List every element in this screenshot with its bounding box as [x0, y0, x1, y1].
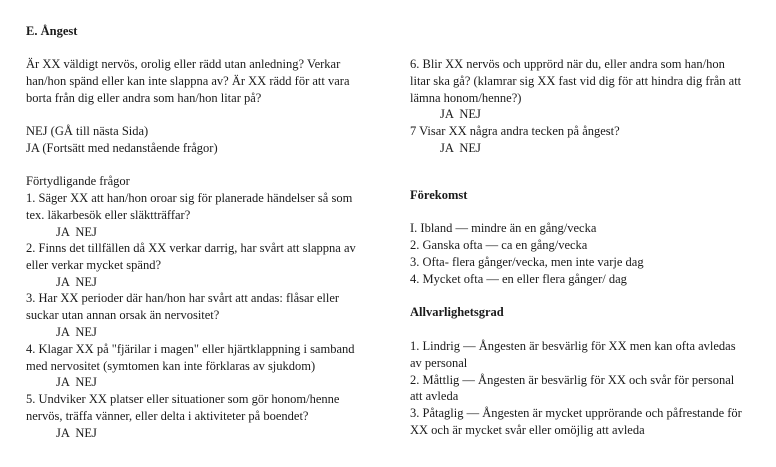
severity-item-2-line: att avleda: [410, 389, 459, 403]
section-title: E. Ångest: [26, 24, 78, 38]
question-4-line: med nervositet (symtomen kan inte förklaras av sjukdom): [26, 359, 316, 373]
frequency-item-1: I. Ibland — mindre än en gång/vecka: [410, 221, 597, 235]
question-4-line: 4. Klagar XX på "fjärilar i magen" eller hjärtklappning i samband: [26, 342, 355, 356]
severity-heading: Allvarlighetsgrad: [410, 305, 504, 319]
question-5-line: 5. Undviker XX platser eller situationer som gör honom/henne: [26, 392, 340, 406]
question-7-line: 7 Visar XX några andra tecken på ångest?: [410, 124, 620, 138]
question-4-answers[interactable]: JA NEJ: [56, 375, 97, 389]
question-1-line: tex. läkarbesök eller släktträffar?: [26, 208, 191, 222]
question-6-line: lämna honom/henne?): [410, 91, 522, 105]
clarifying-heading: Förtydligande frågor: [26, 174, 130, 188]
question-1-answers[interactable]: JA NEJ: [56, 225, 97, 239]
question-6-answers[interactable]: JA NEJ: [440, 107, 481, 121]
severity-item-2-line: 2. Måttlig — Ångesten är besvärlig för XX och svår för personal: [410, 373, 735, 387]
question-5-line: nervös, träffa vänner, eller delta i aktiviteter på boendet?: [26, 409, 309, 423]
severity-item-3-line: XX och är mycket svår eller omöjlig att avleda: [410, 423, 645, 437]
question-6-line: 6. Blir XX nervös och upprörd när du, eller andra som han/hon: [410, 57, 725, 71]
intro-question-line: han/hon spänd eller kan inte slappna av? Är XX rädd för att vara: [26, 74, 350, 88]
frequency-item-4: 4. Mycket ofta — en eller flera gånger/ dag: [410, 272, 627, 286]
severity-item-1-line: av personal: [410, 356, 468, 370]
frequency-item-3: 3. Ofta- flera gånger/vecka, men inte varje dag: [410, 255, 644, 269]
question-2-line: eller verkar mycket spänd?: [26, 258, 162, 272]
question-7-answers[interactable]: JA NEJ: [440, 141, 481, 155]
question-5-answers[interactable]: JA NEJ: [56, 426, 97, 440]
question-3-line: 3. Har XX perioder där han/hon har svårt att andas: flåsar eller: [26, 291, 340, 305]
question-3-answers[interactable]: JA NEJ: [56, 325, 97, 339]
intro-question-line: borta från dig eller andra som han/hon litar på?: [26, 91, 262, 105]
question-2-line: 2. Finns det tillfällen då XX verkar darrig, har svårt att slappna av: [26, 241, 356, 255]
question-2-answers[interactable]: JA NEJ: [56, 275, 97, 289]
question-3-line: suckar utan annan orsak än nervositet?: [26, 308, 220, 322]
frequency-heading: Förekomst: [410, 188, 468, 202]
screening-yes: JA (Fortsätt med nedanstående frågor): [26, 141, 218, 155]
screening-no: NEJ (GÅ till nästa Sida): [26, 124, 149, 138]
question-6-line: litar ska gå? (klamrar sig XX fast vid dig för att hindra dig från att: [410, 74, 742, 88]
question-1-line: 1. Säger XX att han/hon oroar sig för planerade händelser så som: [26, 191, 353, 205]
severity-item-3-line: 3. Påtaglig — Ångesten är mycket upprörande och påfrestande för: [410, 406, 742, 420]
severity-item-1-line: 1. Lindrig — Ångesten är besvärlig för XX men kan ofta avledas: [410, 339, 736, 353]
frequency-item-2: 2. Ganska ofta — ca en gång/vecka: [410, 238, 588, 252]
intro-question-line: Är XX väldigt nervös, orolig eller rädd utan anledning? Verkar: [26, 57, 341, 71]
